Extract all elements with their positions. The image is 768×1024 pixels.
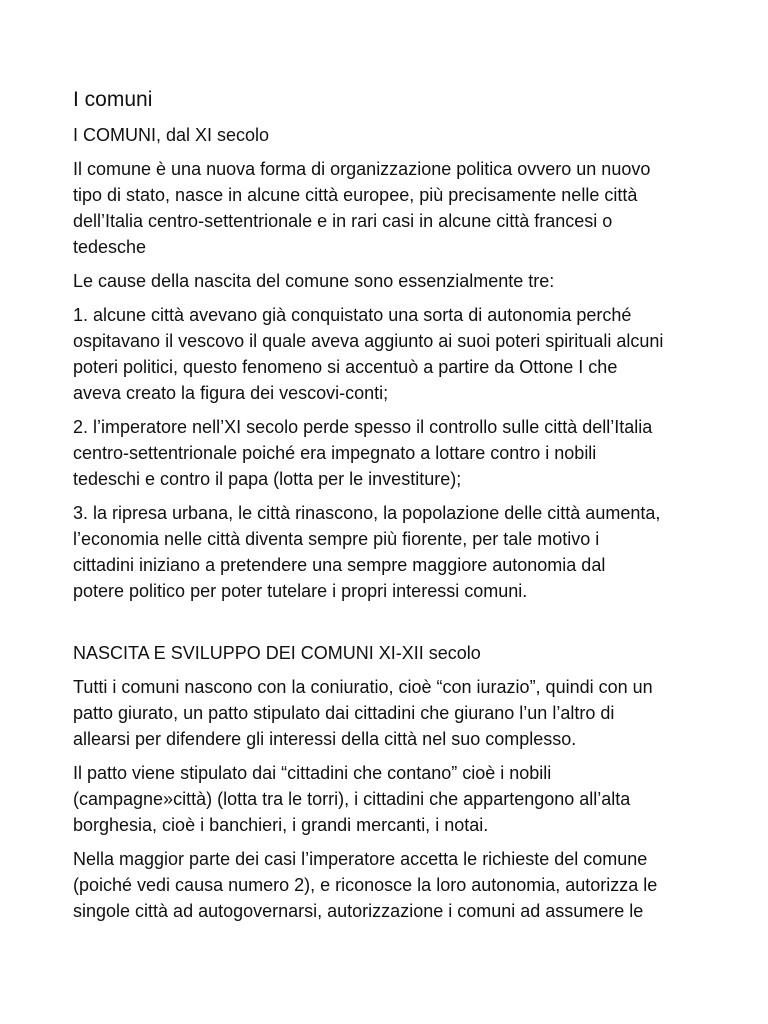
document-title: I comuni — [73, 88, 153, 111]
section1-paragraph-4: 2. l’imperatore nell’XI secolo perde spesso il controllo sulle città dell’Italia centro-settentrionale poiché era impegnato a lottare contro i nobili tedeschi e contro il papa (lotta per le investiture); — [73, 417, 653, 489]
section2-heading: NASCITA E SVILUPPO DEI COMUNI XI-XII secolo — [73, 643, 481, 663]
section1-paragraph-2: Le cause della nascita del comune sono essenzialmente tre: — [73, 271, 555, 291]
section1-paragraph-5: 3. la ripresa urbana, le città rinascono, la popolazione delle città aumenta, l’economia nelle città diventa sempre più fiorente, per tale motivo i cittadini iniziano a pretendere una sempre maggiore autonomia dal potere politico per poter tutelare i propri interessi comuni. — [73, 503, 661, 601]
section2-paragraph-2: Il patto viene stipulato dai “cittadini che contano” cioè i nobili (campagne»città) (lotta tra le torri), i cittadini che appartengono all’alta borghesia, cioè i banchieri, i grandi mercanti, i notai. — [73, 763, 631, 835]
section1-paragraph-1: Il comune è una nuova forma di organizzazione politica ovvero un nuovo tipo di stato, nasce in alcune città europee, più precisamente nelle città dell’Italia centro-settentrionale e in rari casi in alcune città francesi o tedesche — [73, 159, 651, 257]
section1-heading: I COMUNI, dal XI secolo — [73, 125, 270, 145]
section-gap — [73, 612, 713, 640]
section2-paragraph-1: Tutti i comuni nascono con la coniuratio, cioè “con iurazio”, quindi con un patto giurato, un patto stipulato dai cittadini che giurano l’un l’altro di allearsi per difendere gli interessi della città nel suo complesso. — [73, 677, 653, 749]
document-page — [73, 86, 713, 932]
section1-paragraph-3: 1. alcune città avevano già conquistato una sorta di autonomia perché ospitavano il vescovo il quale aveva aggiunto ai suoi poteri spirituali alcuni poteri politici, questo fenomeno si accentuò a partire da Ottone I che aveva creato la figura dei vescovi-conti; — [73, 305, 664, 403]
section2-paragraph-3: Nella maggior parte dei casi l’imperatore accetta le richieste del comune (poiché vedi causa numero 2), e riconosce la loro autonomia, autorizza le singole città ad autogovernarsi, autorizzazione i comuni ad assumere le — [73, 849, 658, 921]
